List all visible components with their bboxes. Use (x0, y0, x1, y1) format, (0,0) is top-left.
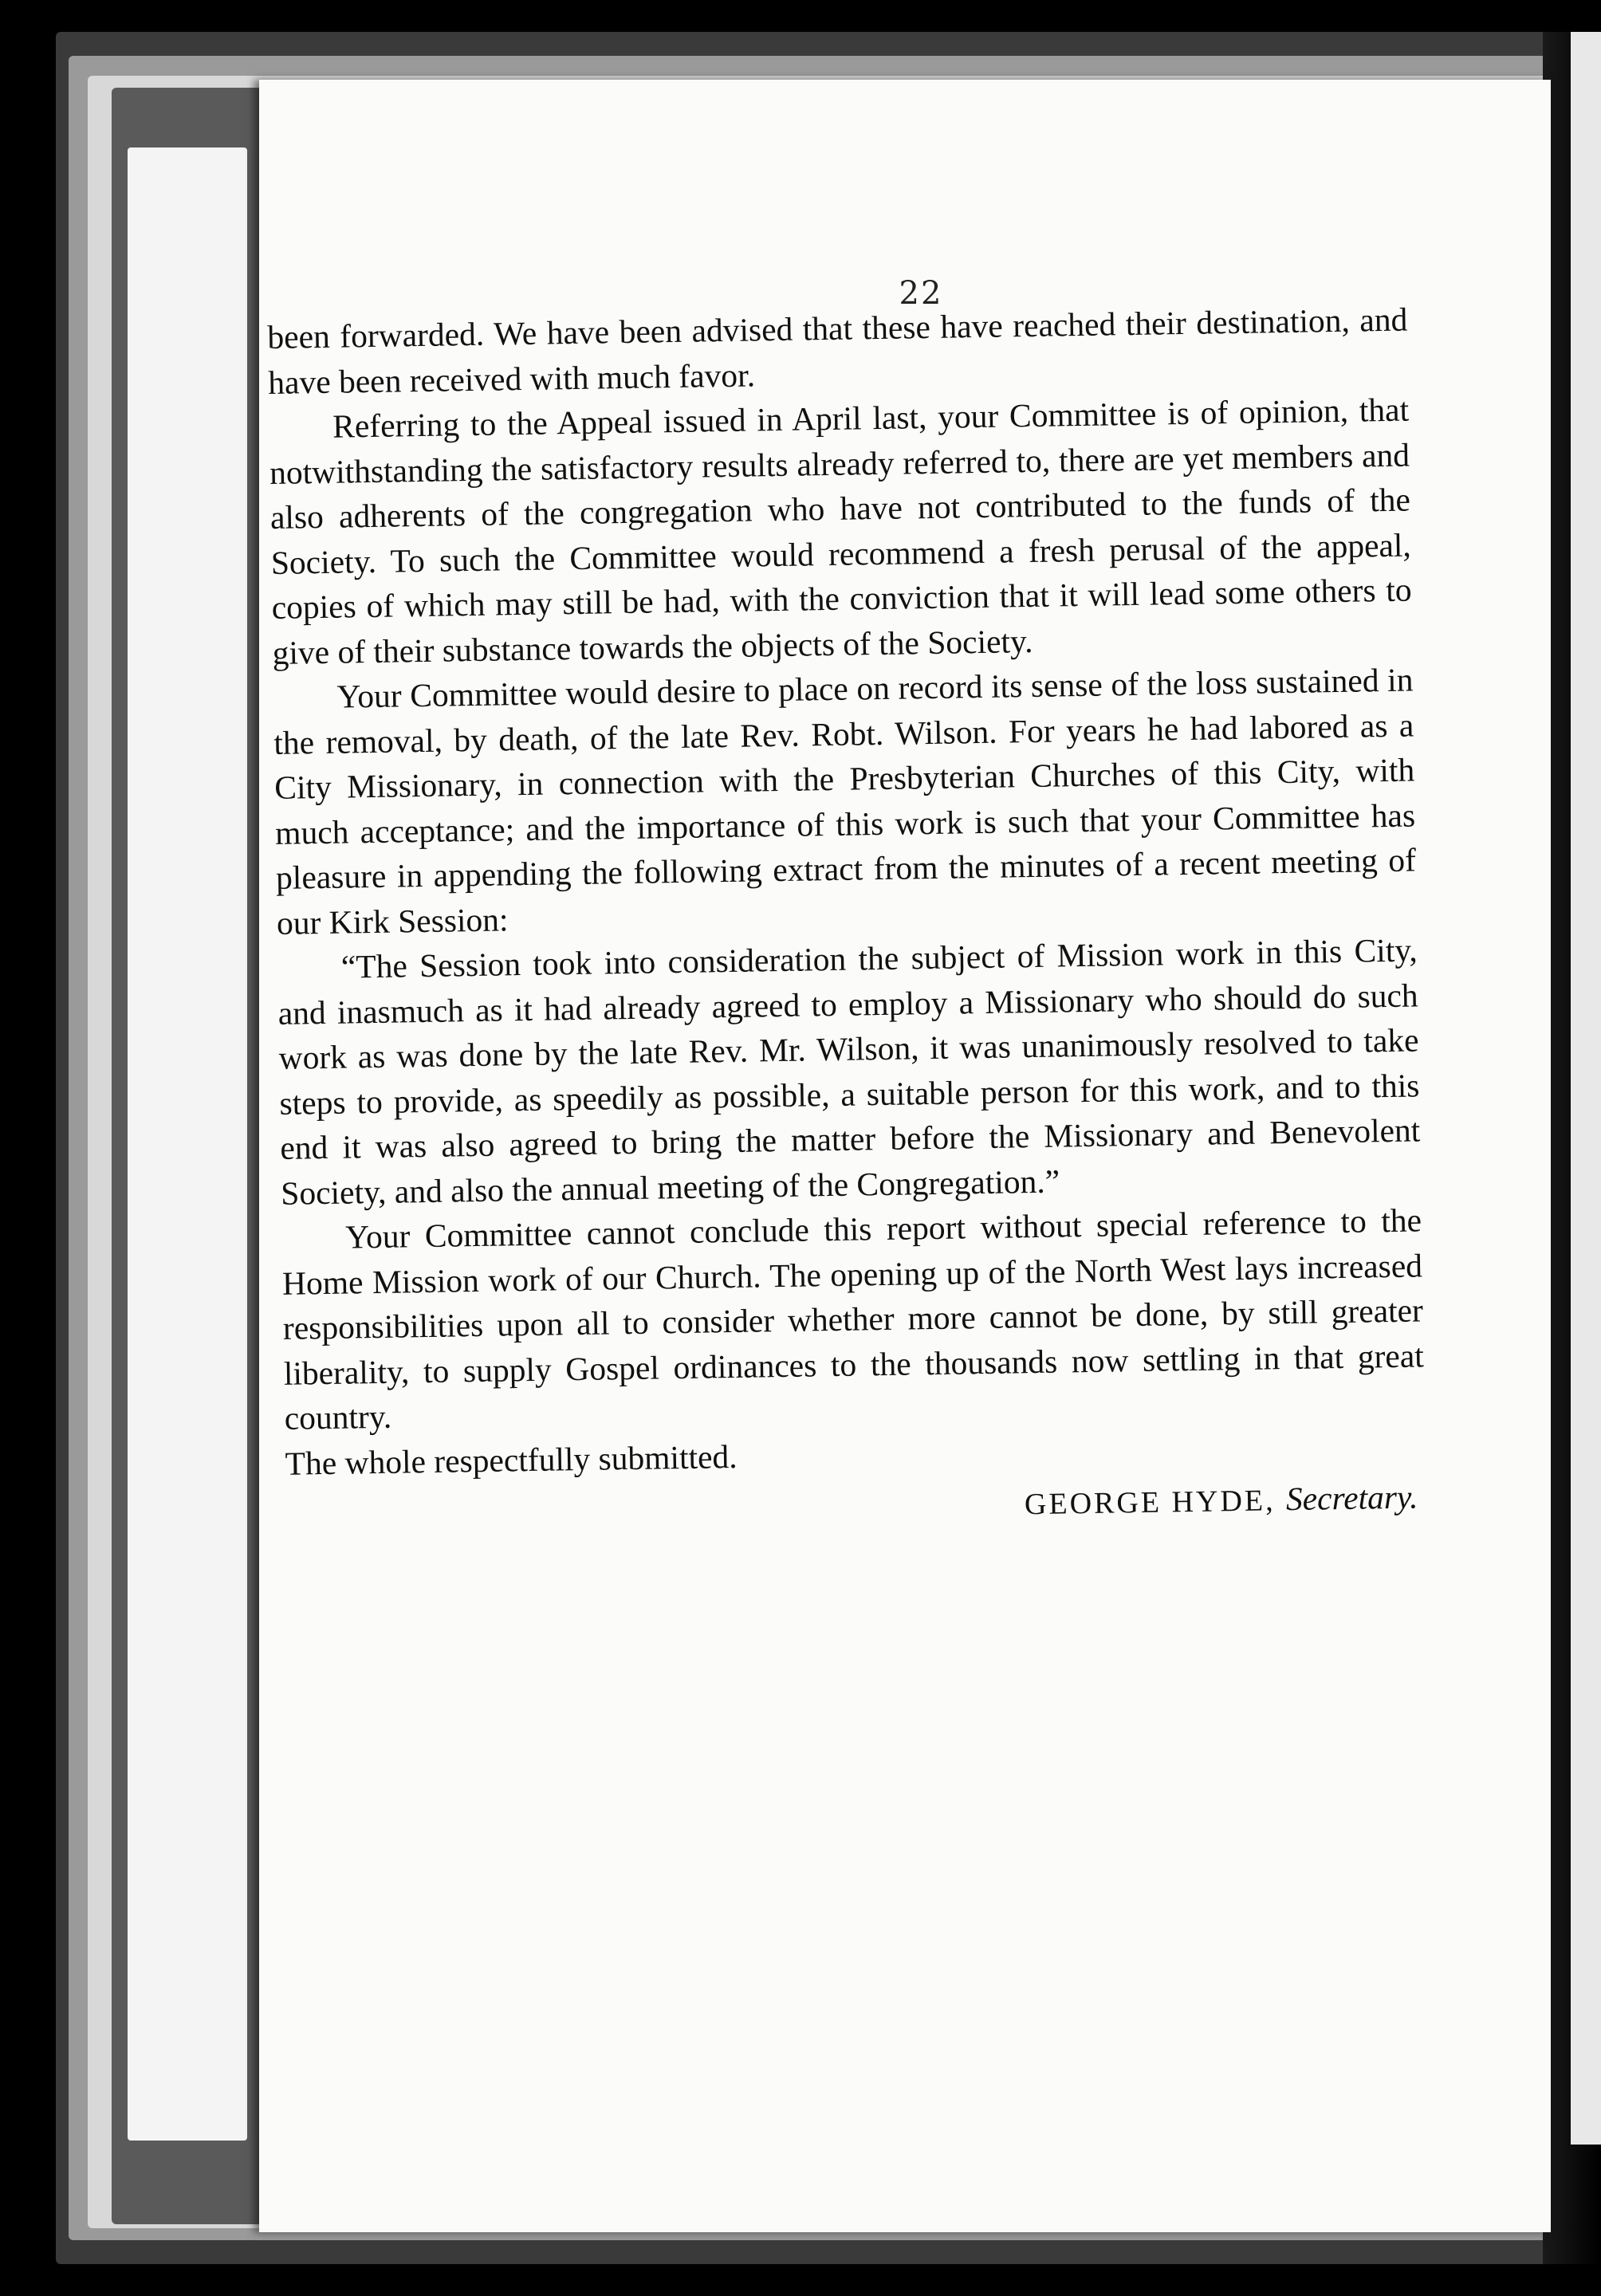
paragraph-wilson: Your Committee would desire to place on record its sense of the loss sustained in the removal, by death, of the late Rev. Robt. Wilson. For years he had labored as a City Missionary, in connection with the Presbyterian Churches of this City, with much acceptance; and the importance of this work is such that your Committee has pleasure in appending the following extract from the minutes of a recent meeting of our Kirk Session: (273, 661, 1417, 942)
paragraph-closing: The whole respectfully submitted. (285, 1437, 738, 1482)
paragraph-appeal: Referring to the Appeal issued in April last, your Committee is of opinion, that notwithstanding the satisfactory results already referred to, there are yet members and also adherents of the congregation who have not contributed to the funds of the Society. To such the Committee would recommend a fresh perusal of the appeal, copies of which may still be had, with the conviction that it will lead some others to give of their substance towards the objects of the Society. (269, 391, 1412, 671)
signature-name: GEORGE HYDE, (1024, 1484, 1276, 1522)
page-number: 22 (899, 275, 943, 312)
paragraph-session-quote: “The Session took into consideration the subject of Mission work in this City, and inasmuch as it had already agreed to employ a Missionary who should do such work as was done by the late Rev. Mr. Wilson, it was unanimously resolved to take steps to provide, as speedily as possible, a suitable person for this work, and to this end it was also agreed to bring the matter before the Missionary and Benevolent Society, and also the annual meeting of the Congregation.” (277, 931, 1421, 1212)
binding-strip (128, 147, 247, 2141)
paragraph-home-mission: Your Committee cannot conclude this report without special reference to the Home Mission work of our Church. The opening up of the North West lays increased responsibilities upon all to consider whether more cannot be done, by still greater liberality, to supply Gospel ordinances to the thousands now settling in that great country. (281, 1201, 1425, 1437)
signature-title: Secretary. (1285, 1478, 1418, 1518)
page-body-text (267, 297, 1426, 1539)
paragraph-continuation: been forwarded. We have been advised that these have reached their destination, and have been received with much favor. (267, 301, 1408, 401)
facing-page-edge (1571, 32, 1601, 2145)
